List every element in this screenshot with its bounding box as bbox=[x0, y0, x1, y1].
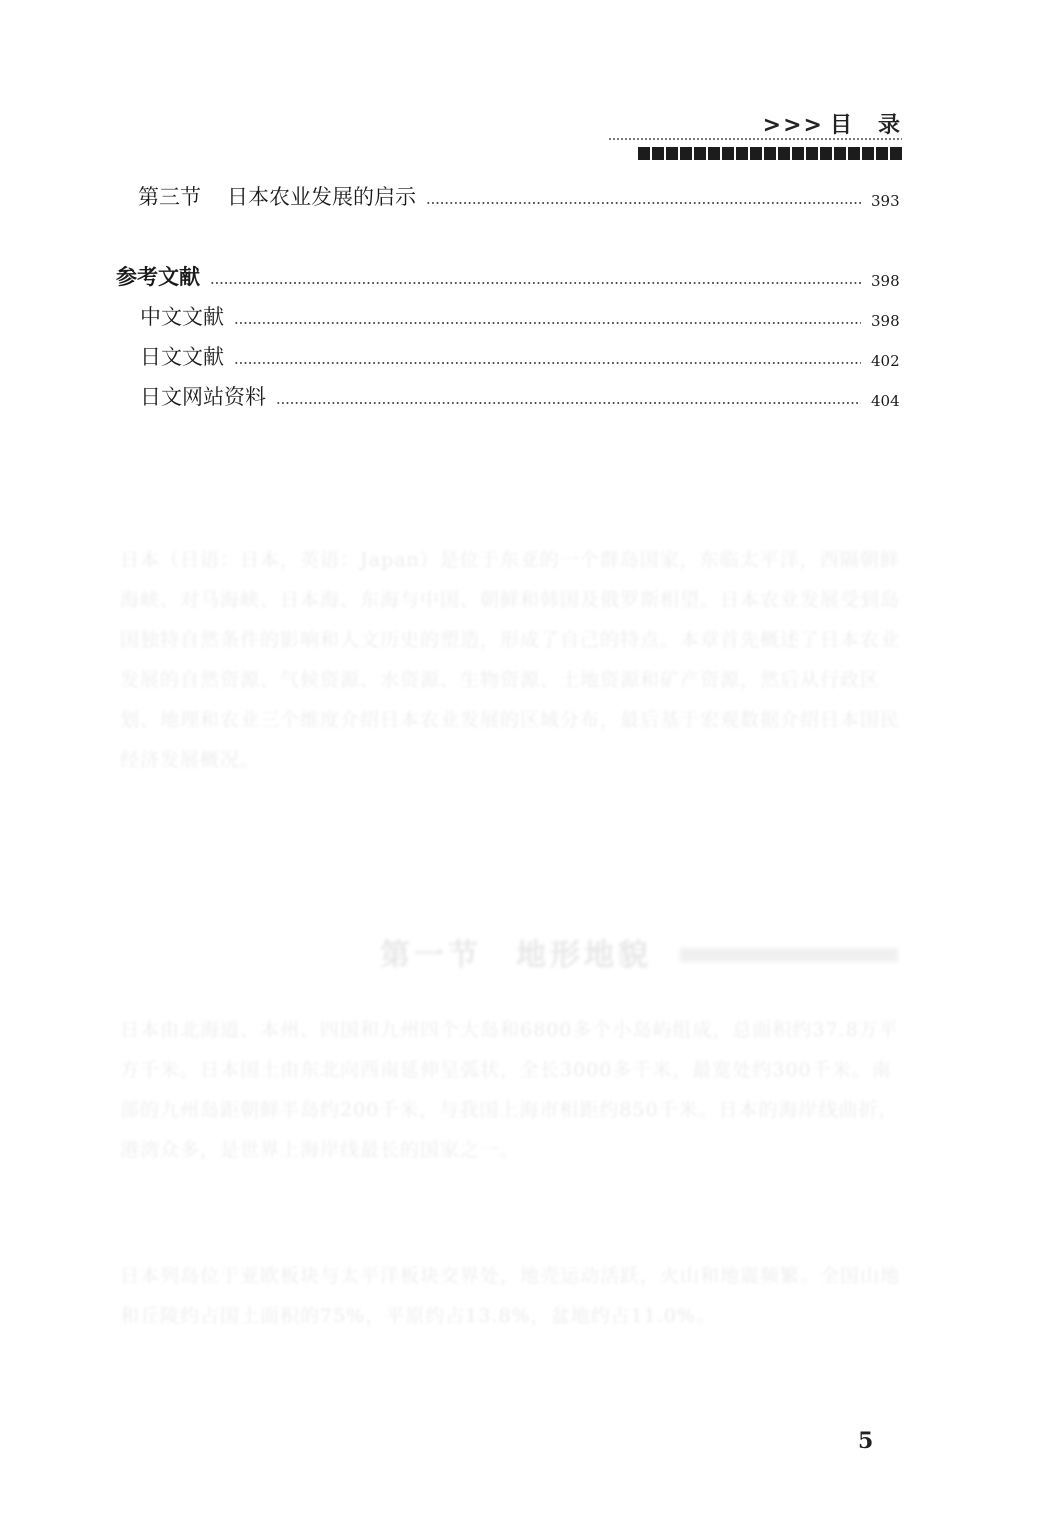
header-title bbox=[763, 108, 902, 139]
toc-entry-title: 日文网站资料 bbox=[140, 385, 266, 409]
header-chevrons: >>> bbox=[762, 113, 824, 138]
toc-entry-page: 398 bbox=[871, 272, 900, 290]
toc-leader-dots bbox=[426, 202, 861, 204]
bleed-through-paragraph-2: 日本由北海道、本州、四国和九州四个大岛和6800多个小岛屿组成，总面积约37.8万平方千米。日本国土由东北向西南延伸呈弧状，全长3000多千米，最宽处约300千米。南部的九州岛距朝鲜半岛约200千米，与我国上海市相距约850千米。日本的海岸线曲折，港湾众多，是世界上海岸线最长的国家之一。 bbox=[120, 1019, 899, 1161]
toc-entry-title: 中文文献 bbox=[140, 305, 224, 329]
toc-leader-dots bbox=[210, 282, 861, 284]
toc-entry-title: 日文文献 bbox=[140, 345, 224, 369]
header-title-char-2: 录 bbox=[877, 113, 902, 138]
toc-entry-page: 393 bbox=[871, 192, 900, 210]
toc-entry-page: 404 bbox=[871, 392, 900, 410]
header-dotted-rule bbox=[608, 138, 902, 140]
toc-entry-title bbox=[138, 182, 416, 212]
header-title-char-1: 目 bbox=[829, 113, 854, 138]
bleed-through-paragraph-1: 日本（日语：日本，英语：Japan）是位于东亚的一个群岛国家，东临太平洋，西隔朝鲜海峡、对马海峡、日本海、东海与中国、朝鲜和韩国及俄罗斯相望。日本农业发展受到岛国独特自然条件的影响和人文历史的塑造，形成了自己的特点。本章首先概述了日本农业发展的自然资源、气候资源、水资源、生物资源、土地资源和矿产资源，然后从行政区划、地理和农业三个维度介绍日本农业发展的区域分布，最后基于宏观数据介绍日本国民经济发展概况。 bbox=[120, 549, 901, 771]
toc-entry-japanese-references[interactable] bbox=[140, 342, 899, 372]
toc-entry-label: 日本农业发展的启示 bbox=[227, 185, 416, 209]
toc-entry-title: 参考文献 bbox=[116, 264, 200, 289]
toc-leader-dots bbox=[276, 402, 861, 404]
toc-leader-dots bbox=[234, 322, 861, 324]
toc-entry-references[interactable] bbox=[116, 262, 899, 292]
toc-entry-japanese-web-sources[interactable] bbox=[140, 382, 899, 412]
bleed-through-heading: 第一节 地形地貌 bbox=[380, 938, 652, 973]
running-header bbox=[600, 108, 902, 160]
toc-entry-section-3[interactable] bbox=[138, 182, 899, 212]
header-block-rule bbox=[638, 147, 902, 160]
page-number: 5 bbox=[858, 1428, 874, 1454]
toc-entry-chinese-references[interactable] bbox=[140, 302, 899, 332]
bleed-through-paragraph-3: 日本列岛位于亚欧板块与太平洋板块交界处，地壳运动活跃，火山和地震频繁。全国山地和丘陵约占国土面积的75%，平原约占13.8%，盆地约占11.0%。 bbox=[120, 1265, 901, 1327]
toc-entry-page: 398 bbox=[871, 312, 900, 330]
bleed-through-heading-rule bbox=[680, 948, 898, 962]
toc-entry-prefix: 第三节 bbox=[138, 185, 201, 209]
toc-leader-dots bbox=[234, 362, 861, 364]
toc-entry-page: 402 bbox=[871, 352, 900, 370]
